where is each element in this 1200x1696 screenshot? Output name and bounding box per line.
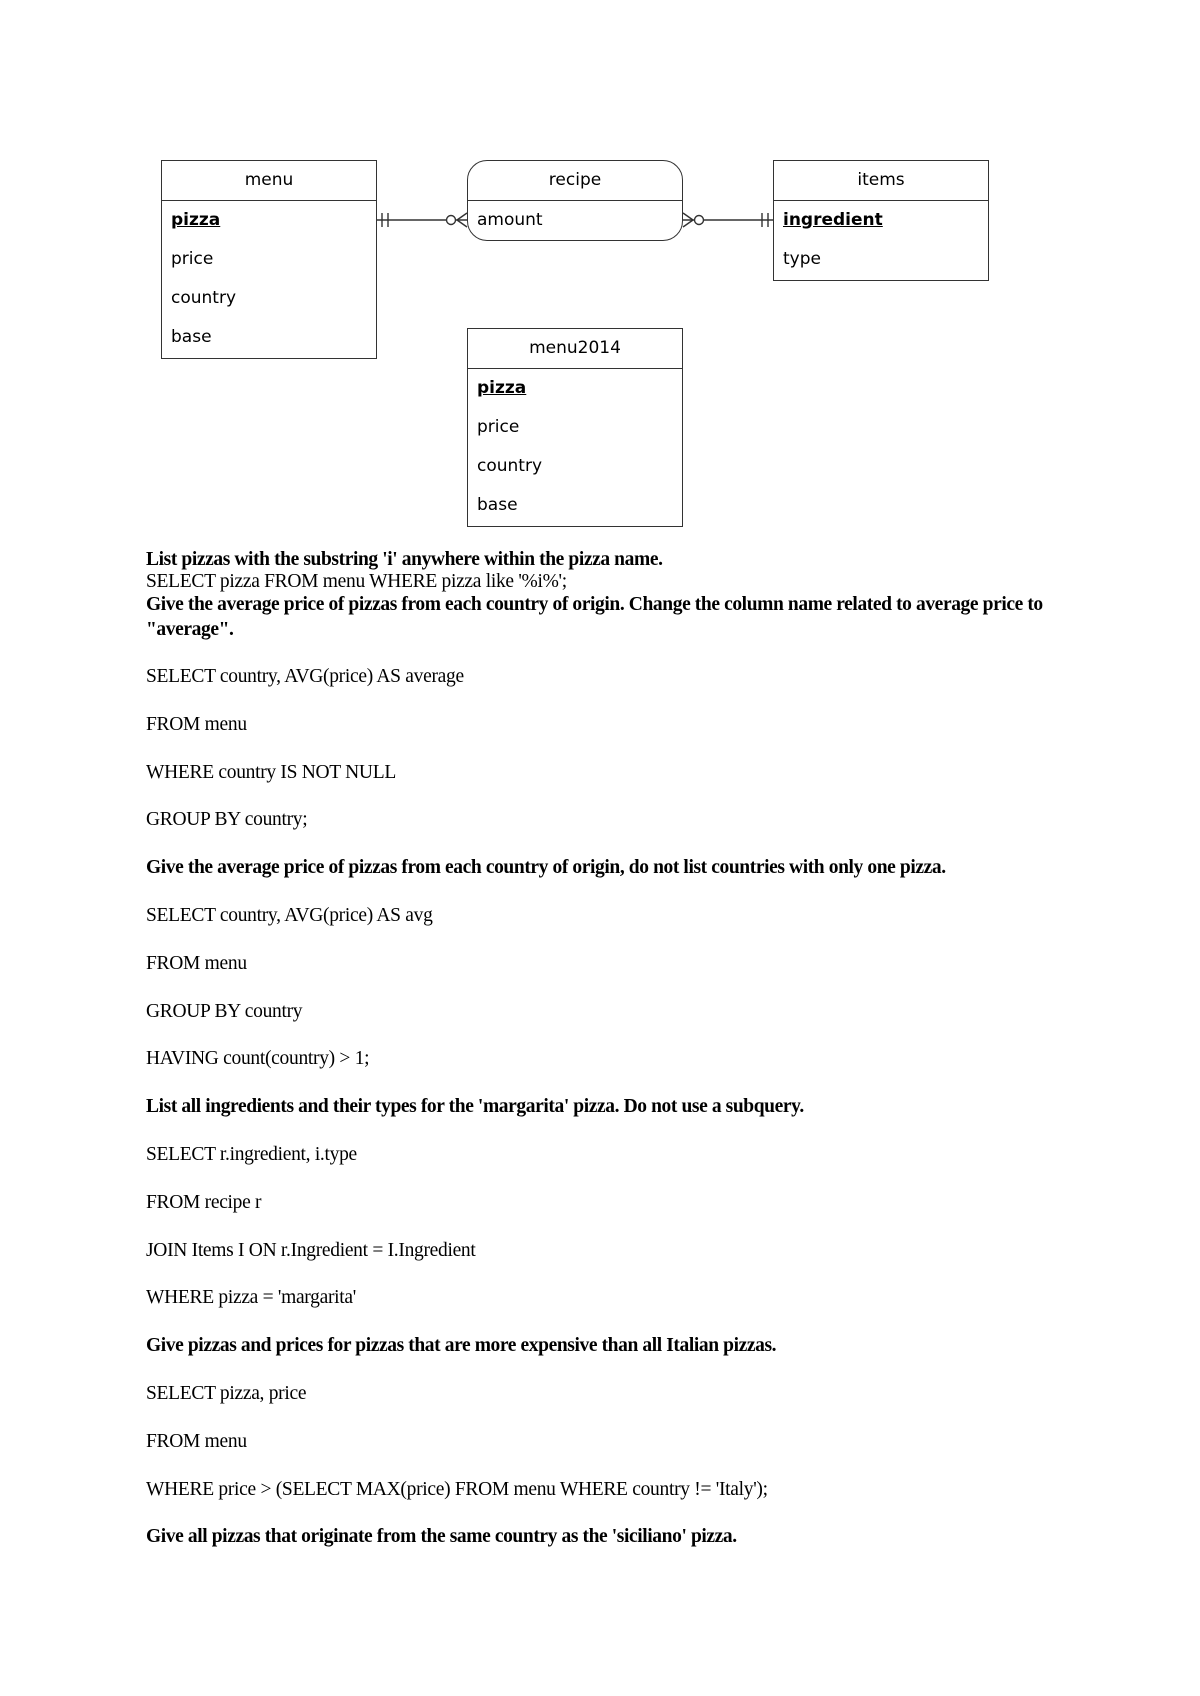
entity-field: price xyxy=(171,249,214,269)
sql-line: HAVING count(country) > 1; xyxy=(146,1048,370,1069)
sql-line: JOIN Items I ON r.Ingredient = I.Ingredient xyxy=(146,1240,476,1261)
entity-field: country xyxy=(171,288,237,308)
zero-marker xyxy=(447,216,456,225)
many-marker xyxy=(683,220,693,227)
many-marker xyxy=(683,213,693,220)
sql-line: WHERE pizza = 'margarita' xyxy=(146,1287,356,1308)
sql-line: GROUP BY country; xyxy=(146,809,308,830)
sql-line: FROM menu xyxy=(146,1431,247,1452)
entity-field: price xyxy=(477,417,520,437)
question-5: Give pizzas and prices for pizzas that are more expensive than all Italian pizzas. xyxy=(146,1335,777,1356)
entity-field: country xyxy=(477,456,543,476)
many-marker xyxy=(457,220,467,227)
sql-line: WHERE price > (SELECT MAX(price) FROM menu WHERE country != 'Italy'); xyxy=(146,1479,768,1500)
entity-title: items xyxy=(774,161,988,201)
sql-line: SELECT country, AVG(price) AS average xyxy=(146,666,464,687)
sql-line: WHERE country IS NOT NULL xyxy=(146,762,396,783)
many-marker xyxy=(457,213,467,220)
entity-title: recipe xyxy=(468,161,682,201)
sql-line: SELECT pizza FROM menu WHERE pizza like '%i%'; xyxy=(146,571,567,592)
question-4: List all ingredients and their types for the 'margarita' pizza. Do not use a subquery. xyxy=(146,1096,804,1117)
sql-line: FROM menu xyxy=(146,953,247,974)
entity-title: menu2014 xyxy=(468,329,682,369)
sql-line: SELECT r.ingredient, i.type xyxy=(146,1144,357,1165)
primary-key-field: pizza xyxy=(171,210,221,230)
entity-field: base xyxy=(171,327,212,347)
primary-key-field: pizza xyxy=(477,378,527,398)
sql-line: SELECT country, AVG(price) AS avg xyxy=(146,905,433,926)
question-2: Give the average price of pizzas from each country of origin. Change the column name related to average price to "average". xyxy=(146,594,1043,640)
question-3: Give the average price of pizzas from each country of origin, do not list countries with only one pizza. xyxy=(146,857,946,878)
entity-title: menu xyxy=(162,161,376,201)
sql-line: FROM menu xyxy=(146,714,247,735)
zero-marker xyxy=(695,216,704,225)
entity-field: base xyxy=(477,495,518,515)
entity-field: amount xyxy=(477,210,543,230)
relationship-lines xyxy=(0,0,1200,560)
entity-field: type xyxy=(783,249,821,269)
question-1: List pizzas with the substring 'i' anywhere within the pizza name. xyxy=(146,549,663,570)
question-6: Give all pizzas that originate from the same country as the 'siciliano' pizza. xyxy=(146,1526,737,1547)
sql-line: SELECT pizza, price xyxy=(146,1383,307,1404)
primary-key-field: ingredient xyxy=(783,210,883,230)
sql-line: GROUP BY country xyxy=(146,1001,303,1022)
sql-line: FROM recipe r xyxy=(146,1192,262,1213)
